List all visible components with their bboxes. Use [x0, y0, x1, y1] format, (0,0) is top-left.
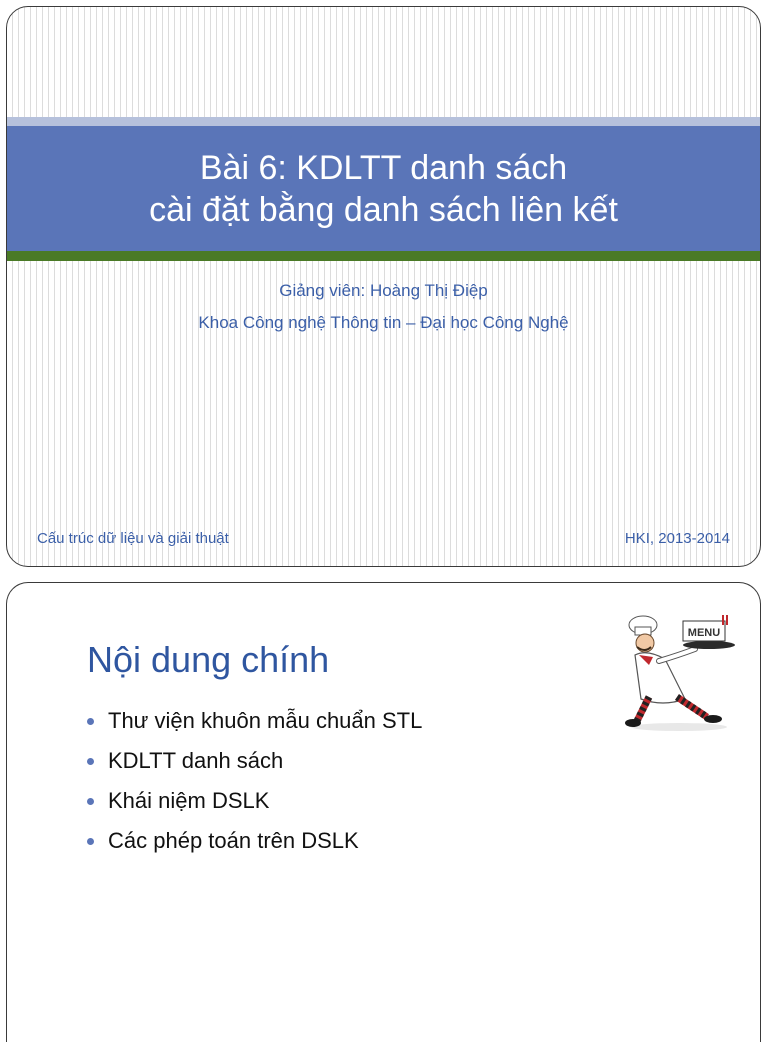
- footer-course: Cấu trúc dữ liệu và giải thuật: [37, 530, 229, 547]
- faculty-name: Khoa Công nghệ Thông tin – Đại học Công Nghệ: [198, 313, 569, 332]
- bullet-list: [87, 701, 422, 861]
- title-accent-bottom: [7, 251, 760, 261]
- title-line-1: Bài 6: KDLTT danh sách: [199, 148, 568, 187]
- slide-heading: Nội dung chính: [87, 639, 330, 680]
- content-slide: [6, 582, 761, 1042]
- title-slide: [6, 6, 761, 567]
- bullet-dot-icon: [87, 798, 94, 805]
- title-accent-top: [7, 117, 760, 126]
- title-band: [7, 126, 760, 251]
- bullet-item: Khái niệm DSLK: [87, 781, 422, 821]
- menu-label: MENU: [687, 627, 721, 639]
- bullet-item: Các phép toán trên DSLK: [87, 821, 422, 861]
- bullet-item: KDLTT danh sách: [87, 741, 422, 781]
- subtitle-block: [7, 275, 760, 339]
- chef-menu-icon: [619, 611, 741, 733]
- bullet-dot-icon: [87, 838, 94, 845]
- lecturer-name: Giảng viên: Hoàng Thị Điệp: [279, 281, 488, 300]
- bullet-item: Thư viện khuôn mẫu chuẩn STL: [87, 701, 422, 741]
- bullet-dot-icon: [87, 758, 94, 765]
- bullet-dot-icon: [87, 718, 94, 725]
- title-line-2: cài đặt bằng danh sách liên kết: [149, 190, 618, 229]
- footer-term: HKI, 2013-2014: [624, 530, 730, 547]
